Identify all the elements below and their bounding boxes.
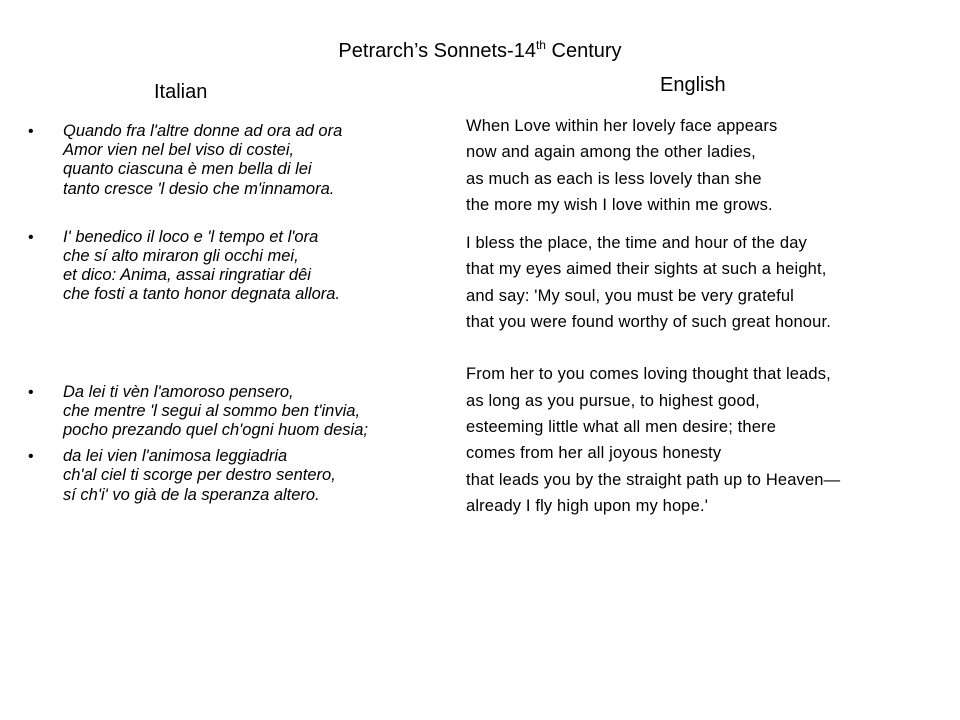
english-stanza: From her to you comes loving thought that leads, as long as you pursue, to highest good, esteeming little what all men desire; there comes from her all joyous honesty that leads you by the straight path up to Heaven— already I fly high upon my hope.' bbox=[466, 365, 841, 515]
italian-stanza-list bbox=[28, 122, 438, 505]
italian-stanza-text: Quando fra l'altre donne ad ora ad ora Amor vien nel bel viso di costei, quanto ciascuna è men bella di lei tanto cresce 'l desio che m'innamora. bbox=[63, 122, 343, 198]
title-main: Petrarch’s Sonnets-14 bbox=[338, 40, 536, 62]
bullet-icon: • bbox=[28, 383, 34, 401]
italian-stanza-text: Da lei ti vèn l'amoroso pensero, che mentre 'l segui al sommo ben t'invia, pocho prezando quel ch'ogni huom desia; bbox=[63, 382, 368, 440]
english-stanza: When Love within her lovely face appears now and again among the other ladies, as much as each is less lovely than she the more my wish I love within me grows. bbox=[466, 117, 778, 214]
bullet-icon: • bbox=[28, 228, 34, 246]
italian-stanza bbox=[28, 447, 438, 505]
slide-title bbox=[0, 38, 960, 64]
italian-stanza-text: I' benedico il loco e 'l tempo et l'ora che sí alto miraron gli occhi mei, et dico: Anima, assai ringratiar dêi che fosti a tanto honor degnata allora. bbox=[63, 227, 341, 304]
english-translation bbox=[466, 113, 906, 519]
italian-stanza-text: da lei vien l'animosa leggiadria ch'al ciel ti scorge per destro sentero, sí ch'i' vo già de la speranza altero. bbox=[63, 447, 336, 504]
italian-stanza bbox=[28, 383, 438, 441]
italian-stanza bbox=[28, 122, 438, 199]
bullet-icon: • bbox=[28, 123, 34, 140]
title-superscript: th bbox=[535, 38, 546, 52]
english-heading: English bbox=[660, 74, 726, 96]
italian-stanza bbox=[28, 228, 438, 305]
title-tail: Century bbox=[545, 40, 622, 62]
bullet-icon: • bbox=[28, 448, 34, 466]
italian-heading: Italian bbox=[154, 81, 208, 103]
english-stanza: I bless the place, the time and hour of the day that my eyes aimed their sights at such a height, and say: 'My soul, you must be very grateful that you were found worthy of such great honour. bbox=[466, 234, 831, 332]
